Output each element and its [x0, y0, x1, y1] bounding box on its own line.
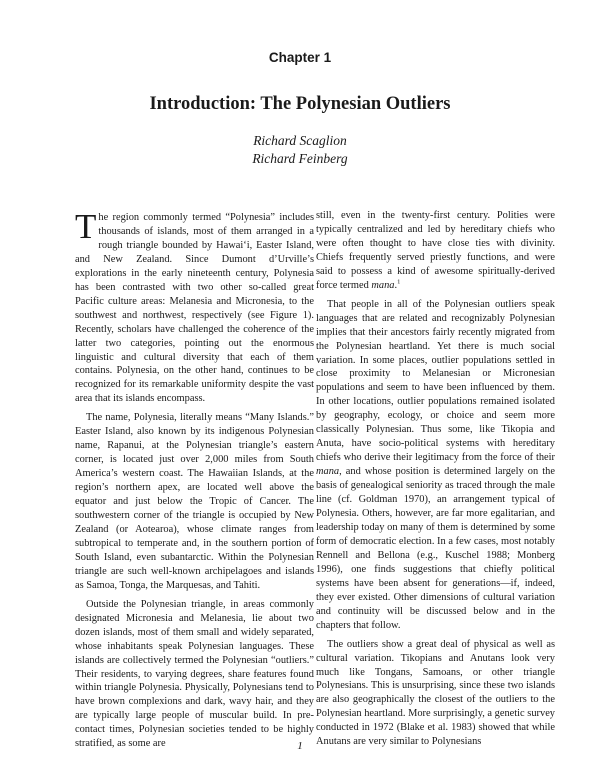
footnote-marker[interactable]: 1	[397, 278, 401, 286]
chapter-label: Chapter 1	[268, 50, 332, 65]
right-column	[316, 209, 555, 754]
paragraph-4	[316, 209, 555, 293]
left-column	[75, 207, 314, 756]
mana-term: mana	[371, 279, 395, 291]
paragraph-1	[75, 207, 314, 406]
paragraph-3: Outside the Polynesian triangle, in areas commonly designated Micronesia and Melanesia, lie about two dozen islands, most of them small and widely separated, whose inhabitants speak Polynesian languages. These islands are collectively termed the Polynesian “outliers.” Their residents, to varying degrees, share features found within triangle Polynesia. Physically, Polynesians tend to have brown complexions and dark, wavy hair, and they are typically large people of muscular build. In pre-contact times, Polynesian societies tended to be highly stratified, as some are	[75, 598, 314, 750]
paragraph-5-end: , and whose position is determined largely on the basis of genealogical seniority as traced through the male line (cf. Goldman 1970), an arrangement typical of Polynesia. Others, however, are far more egalitarian, and leadership today on many of them is determined by some form of democratic election. In a few cases, most notably Rennell and Bellona (e.g., Kuschel 1988; Monberg 1996), one finds suggestions that chiefly political systems have been absent for generations—if, indeed, they ever existed. Other dimensions of cultural variation and continuity will be discussed below and in the chapters that follow.	[316, 466, 555, 631]
paragraph-5-text: That people in all of the Polynesian outliers speak languages that are related and recognizably Polynesian implies that their ancestors fairly recently migrated from the Polynesian heartland. Yet there is much social variation. In some places, outlier populations settled in close proximity to Melanesian or Micronesian populations and seem to have been influenced by them. In other locations, outlier populations remained isolated by geography, ecology, or choice and seem more classically Polynesian. Thus some, like Tikopia and Anuta, have socio-political systems with hereditary chiefs who derive their legitimacy from the force of their	[316, 298, 555, 464]
chapter-title: Introduction: The Polynesian Outliers	[149, 94, 451, 114]
mana-term: mana	[316, 466, 340, 478]
author-name: Richard Scaglion	[253, 133, 347, 148]
paragraph-4-text: still, even in the twenty-first century. Polities were typically centralized and led by hereditary chiefs who were often thought to have close ties with divinity. Chiefs frequently served priestly functions, and were said to possess a kind of awesome spiritually-derived force termed	[316, 210, 555, 291]
author-list	[0, 132, 600, 168]
paragraph-4-end: .	[394, 279, 398, 291]
page-number: 1	[297, 740, 303, 752]
paragraph-1-text: he region commonly termed “Polynesia” includes thousands of islands, most of them arranged in a rough triangle bounded by Hawaiʻi, Easter Island, and New Zealand. Since Dumont d’Urville’s explorations in the early nineteenth century, Polynesia has been contrasted with two other so-called great Pacific culture areas: Melanesia and Micronesia, to the southwest and northwest, respectively (see Figure 1). Recently, scholars have challenged the coherence of the latter two categories, pointing out the enormous linguistic and cultural diversity that each of them contains. Polynesia, on the other hand, continues to be recognized for its remarkable uniformity despite the vast area that its islands encompass.	[75, 212, 314, 405]
paragraph-2: The name, Polynesia, literally means “Many Islands.” Easter Island, also known by its indigenous Polynesian name, Rapanui, at the Polynesian triangle’s eastern corner, is located just over 2,000 miles from South America’s western coast. The Hawaiian Islands, at the region’s northern apex, are located well above the equator and just below the Tropic of Cancer. The southwestern corner of the triangle is occupied by New Zealand (or Aotearoa), whose climate ranges from subtropical to temperate and, in the southern portion of South Island, even subantarctic. Within the Polynesian triangle are such well-known archipelagoes and islands as Samoa, Tonga, the Marquesas, and Tahiti.	[75, 412, 314, 591]
drop-cap: T	[75, 207, 97, 246]
paragraph-6: The outliers show a great deal of physical as well as cultural variation. Tikopians and Anutans look very much like Tongans, Samoans, or other triangle Polynesians. This is unsurprising, since these two islands are also geographically the closest of the outliers to the Polynesian heartland. More surprisingly, a genetic survey conducted in 1972 (Blake et al. 1983) showed that while Anutans are very similar to Polynesians	[316, 638, 555, 748]
author-name: Richard Feinberg	[252, 151, 348, 166]
paragraph-5	[316, 298, 555, 633]
